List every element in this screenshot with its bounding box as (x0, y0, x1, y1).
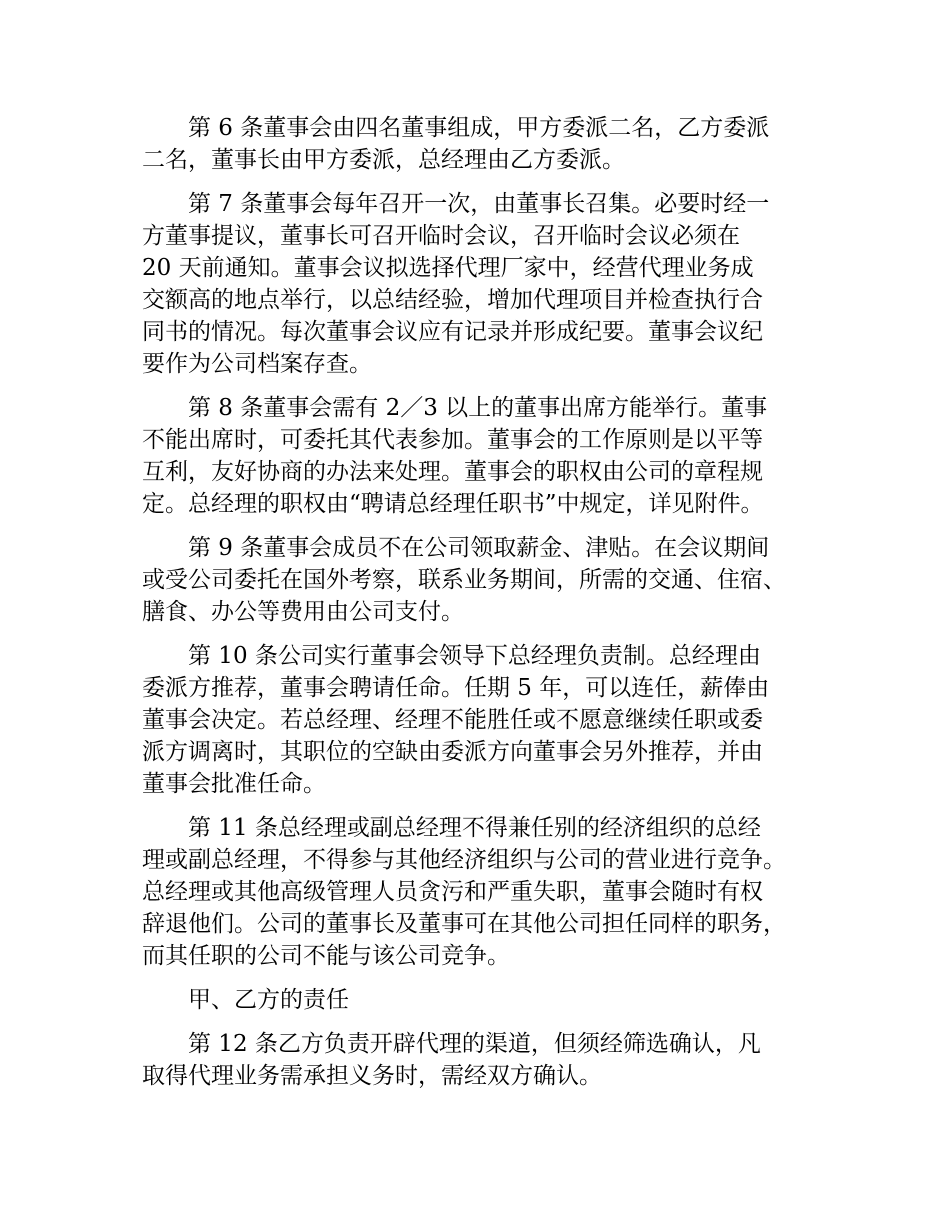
text-line: 互利，友好协商的办法来处理。董事会的职权由公司的章程规 (142, 459, 763, 485)
text-line: 委派方推荐，董事会聘请任命。任期 5 年，可以连任，薪俸由 (142, 675, 770, 701)
section-heading (142, 984, 814, 1016)
text-line: 不能出席时，可委托其代表参加。董事会的工作原则是以平等 (142, 427, 763, 453)
text-line: 方董事提议，董事长可召开临时会议，召开临时会议必须在 (142, 223, 740, 249)
text-line: 董事会决定。若总经理、经理不能胜任或不愿意继续任职或委 (142, 707, 763, 733)
text-line: 董事会批准任命。 (142, 771, 326, 797)
text-line: 取得代理业务需承担义务时，需经双方确认。 (142, 1063, 602, 1089)
paragraph-article-8 (142, 392, 814, 520)
text-line: 定。总经理的职权由“聘请总经理任职书”中规定，详见附件。 (142, 491, 764, 517)
text-line: 20 天前通知。董事会议拟选择代理厂家中，经营代理业务成 (142, 255, 754, 281)
paragraph-article-6 (142, 112, 814, 176)
text-line: 第 6 条董事会由四名董事组成，甲方委派二名，乙方委派 (188, 115, 770, 141)
text-line: 要作为公司档案存查。 (142, 351, 372, 377)
text-line: 膳食、办公等费用由公司支付。 (142, 599, 464, 625)
document-body (142, 112, 814, 1104)
text-line: 第 7 条董事会每年召开一次，由董事长召集。必要时经一 (188, 191, 770, 217)
text-line: 第 12 条乙方负责开辟代理的渠道，但须经筛选确认，凡 (188, 1031, 761, 1057)
text-line: 同书的情况。每次董事会议应有记录并形成纪要。董事会议纪 (142, 319, 763, 345)
text-line: 总经理或其他高级管理人员贪污和严重失职，董事会随时有权 (142, 879, 763, 905)
text-line: 二名，董事长由甲方委派，总经理由乙方委派。 (142, 147, 625, 173)
text-line: 而其任职的公司不能与该公司竞争。 (142, 943, 510, 969)
text-line: 交额高的地点举行，以总结经验，增加代理项目并检查执行合 (142, 287, 763, 313)
paragraph-article-9 (142, 532, 814, 628)
text-line: 辞退他们。公司的董事长及董事可在其他公司担任同样的职务， (142, 911, 786, 937)
text-line: 第 11 条总经理或副总经理不得兼任别的经济组织的总经 (188, 815, 761, 841)
text-line: 第 10 条公司实行董事会领导下总经理负责制。总经理由 (188, 643, 761, 669)
text-line: 第 8 条董事会需有 2／3 以上的董事出席方能举行。董事 (188, 395, 768, 421)
text-line: 或受公司委托在国外考察，联系业务期间，所需的交通、住宿、 (142, 567, 786, 593)
paragraph-article-7 (142, 188, 814, 380)
paragraph-article-12 (142, 1028, 814, 1092)
text-line: 第 9 条董事会成员不在公司领取薪金、津贴。在会议期间 (188, 535, 770, 561)
paragraph-article-10 (142, 640, 814, 800)
section-heading-text: 甲、乙方的责任 (188, 987, 349, 1013)
paragraph-article-11 (142, 812, 814, 972)
text-line: 派方调离时，其职位的空缺由委派方向董事会另外推荐，并由 (142, 739, 763, 765)
text-line: 理或副总经理，不得参与其他经济组织与公司的营业进行竞争。 (142, 847, 786, 873)
